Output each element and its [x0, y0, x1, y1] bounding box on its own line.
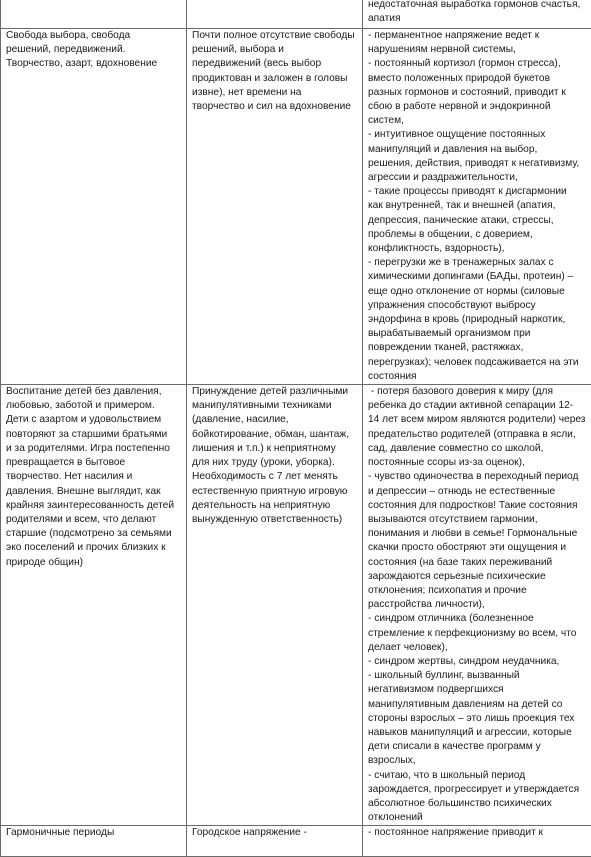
table-cell-nature — [1, 0, 187, 29]
table-cell-consequences: - перманентное напряжение ведет к нарушениям нервной системы, - постоянный кортизол (гормон стресса), вместо положенных природой букетов разных гормонов и состояний, приводит к сбою в работе нервной и эндокринной систем, - интуитивное ощущение постоянных манипуляций и давления на выбор, решения, действия, приводят к негативизму, агрессии и раздражительности, - такие процессы приводят к дисгармонии как внутренней, так и внешней (апатия, депрессия, панические атаки, стрессы, проблемы в общении, с доверием, конфликтность, вздорность), - перегрузки же в тренажерных залах с химическими допингами (БАДы, протеин) – еще одно отклонение от нормы (силовые упражнения способствуют выбросу эндорфина в кровь (природный наркотик, вырабатываемый организмом при повреждении тканей, растяжках, перегрузках); человек подсаживается на эти состояния — [363, 29, 591, 385]
table-cell-nature: Воспитание детей без давления, любовью, заботой и примером. Дети с азартом и удовольствием повторяют за старшими братьями и за родителями. Игра постепенно превращается в бытовое творчество. Нет насилия и давления. Внешне выглядит, как крайняя заинтересованность детей родителями и всем, что делают старшие (подсмотрено за семьями эко поселений и прочих близких к природе общин) — [1, 385, 187, 826]
table-cell-city — [187, 0, 363, 29]
table-row — [1, 385, 591, 826]
table-cell-nature: Свобода выбора, свобода решений, передвижений. Творчество, азарт, вдохновение — [1, 29, 187, 385]
table-cell-consequences: недостаточная выработка гормонов счастья, апатия — [363, 0, 591, 29]
table-cell-nature: Гармоничные периоды — [1, 826, 187, 857]
table-row — [1, 29, 591, 385]
table-cell-consequences: - потеря базового доверия к миру (для ребенка до стадии активной сепарации 12- 14 лет всем миром являются родители) через предательство родителей (отправка в ясли, сад, давление совместно со школой, постоянные ссоры из-за оценок), - чувство одиночества в переходный период и депрессии – отнюдь не естественные состояния для подростков! Такие состояния вызываются отсутствием гармонии, понимания и любви в семье! Гормональные скачки просто обостряют эти ощущения и состояния (на базе таких переживаний зарождаются серьезные психические отклонения; психопатия и прочие расстройства личности), - синдром отличника (болезненное стремление к перфекционизму во всем, что делает человек), - синдром жертвы, синдром неудачника, - школьный буллинг, вызванный негативизмом подвергшихся манипулятивным давлениям на детей со стороны взрослых – это лишь проекция тех навыков манипуляций и агрессии, которые дети списали в качестве программ у взрослых, - считаю, что в школьный период зарождается, прогрессирует и утверждается абсолютное большинство психических отклонений — [363, 385, 591, 826]
table-cell-city: Принуждение детей различными манипулятивными техниками (давление, насилие, бойкотирование, обман, шантаж, лишения и т.п.) к неприятному для них труду (уроки, уборка). Необходимость с 7 лет менять естественную приятную игровую деятельность на неприятную вынужденную ответственность) — [187, 385, 363, 826]
table-row — [1, 826, 591, 857]
table-cell-city: Почти полное отсутствие свободы решений, выбора и передвижений (весь выбор продиктован и заложен в головы извне), нет времени на творчество и сил на вдохновение — [187, 29, 363, 385]
table-row — [1, 0, 591, 29]
table-cell-city: Городское напряжение - — [187, 826, 363, 857]
table-cell-consequences: - постоянное напряжение приводит к — [363, 826, 591, 857]
